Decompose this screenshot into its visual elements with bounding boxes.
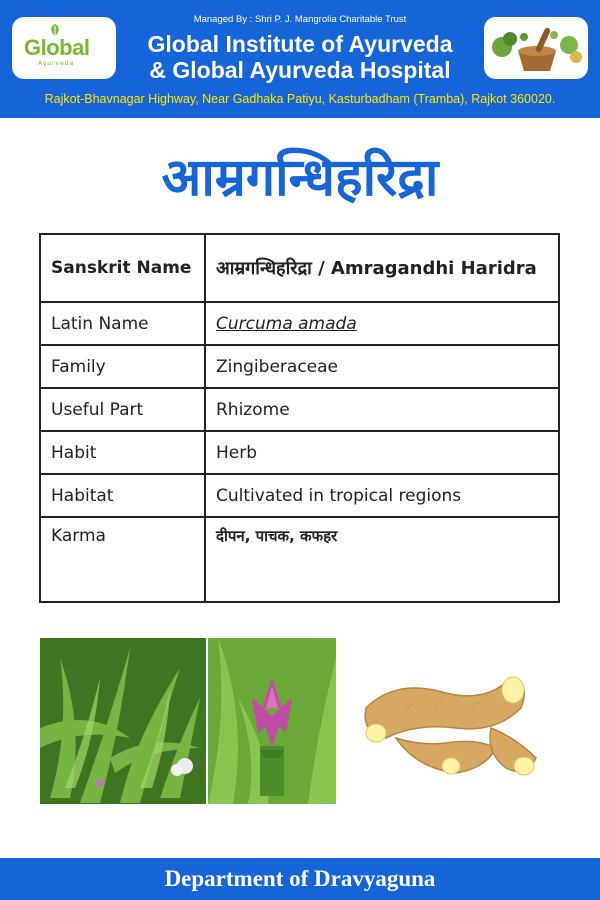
address-text: Rajkot-Bhavnagar Highway, Near Gadhaka Patiyu, Kasturbadham (Tramba), Rajkot 360020. [44, 92, 556, 106]
family-value: Zingiberaceae [205, 345, 559, 388]
latin-name-label: Latin Name [40, 302, 205, 345]
karma-label: Karma [40, 517, 205, 602]
leaves-illustration [40, 638, 206, 804]
karma-value: दीपन, पाचक, कफहर [216, 527, 338, 545]
institute-name-line1: Global Institute of Ayurveda [147, 31, 453, 57]
header-banner [0, 0, 600, 118]
sanskrit-name-label: Sanskrit Name [40, 234, 205, 302]
habitat-label: Habitat [40, 474, 205, 517]
table-row [40, 302, 559, 345]
department-name: Department of Dravyaguna [164, 866, 436, 891]
plant-leaves-photo [40, 638, 206, 804]
table-header-row [40, 234, 559, 302]
rhizome-illustration [336, 638, 560, 804]
habit-value: Herb [205, 431, 559, 474]
habit-label: Habit [40, 431, 205, 474]
table-row [40, 517, 559, 602]
useful-part-value: Rhizome [205, 388, 559, 431]
table-row [40, 388, 559, 431]
table-row [40, 474, 559, 517]
herb-info-table [39, 233, 560, 603]
latin-name-value: Curcuma amada [216, 313, 357, 334]
mortar-pestle-icon [484, 17, 588, 79]
page-title: आम्रगन्धिहरिद्रा [161, 148, 439, 208]
karma-cell [205, 517, 559, 602]
footer-banner [0, 858, 600, 900]
habitat-value: Cultivated in tropical regions [205, 474, 559, 517]
table-row [40, 345, 559, 388]
managed-by-text: Managed By : Shri P. J. Mangrolia Charitable Trust [193, 14, 407, 25]
pink-flower-photo [208, 638, 336, 804]
sanskrit-name-value: आम्रगन्धिहरिद्रा / Amragandhi Haridra [205, 234, 559, 302]
institute-name-line2: & Global Ayurveda Hospital [149, 57, 451, 83]
family-label: Family [40, 345, 205, 388]
latin-name-cell [205, 302, 559, 345]
flower-illustration [208, 638, 336, 804]
table-row [40, 431, 559, 474]
logo-text: Global [24, 35, 90, 60]
useful-part-label: Useful Part [40, 388, 205, 431]
rhizome-photo [336, 638, 560, 804]
mortar-herbs-image [484, 17, 588, 79]
logo-subtext: Ayurveda [38, 60, 75, 67]
